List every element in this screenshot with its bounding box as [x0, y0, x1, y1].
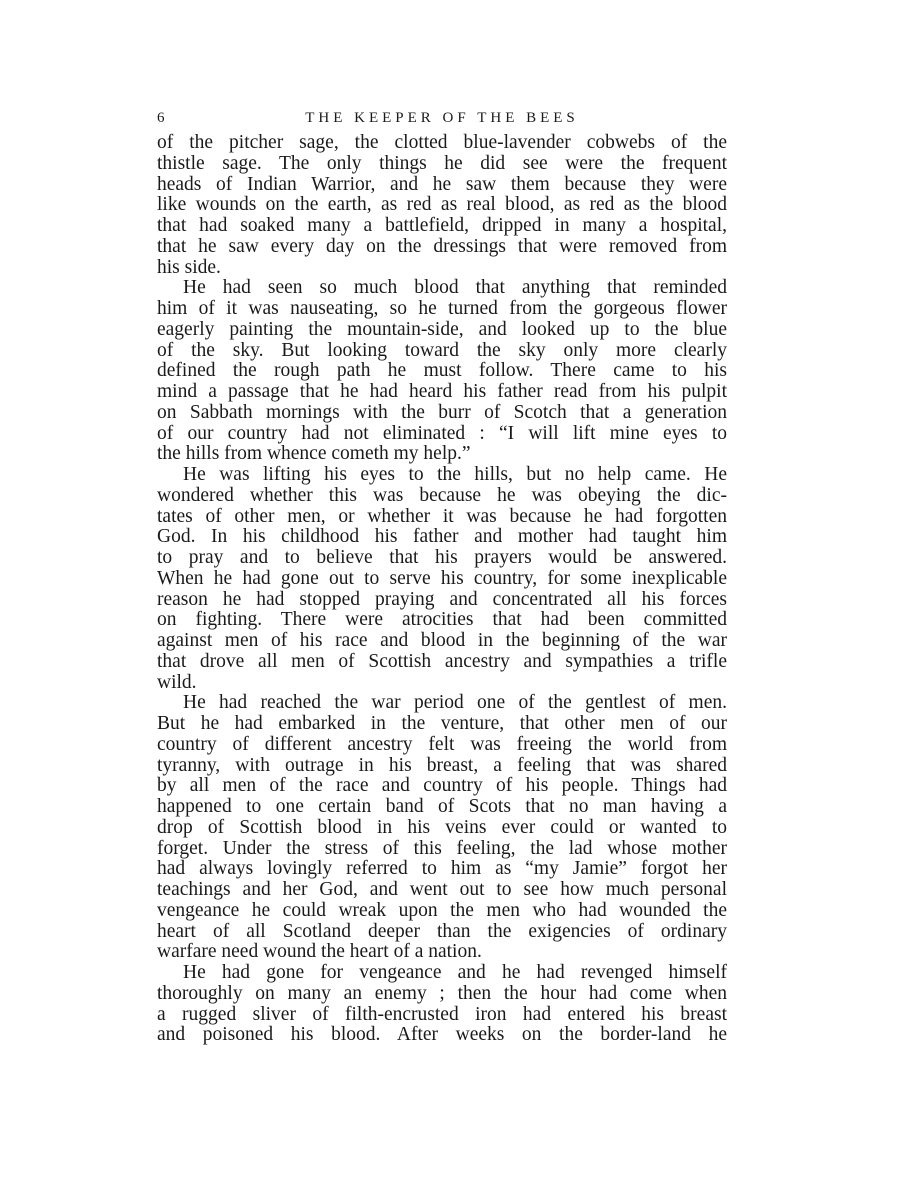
text-line: had always lovingly referred to him as “my Jamie” forgot her [157, 858, 727, 880]
text-line: heart of all Scotland deeper than the exigencies of ordinary [157, 920, 727, 942]
text-line: warfare need wound the heart of a nation. [157, 941, 482, 963]
text-line: him of it was nauseating, so he turned from the gorgeous flower [157, 298, 727, 319]
text-line: on fighting. There were atrocities that had been committed [157, 609, 727, 631]
text-line: He was lifting his eyes to the hills, but no help came. He [183, 464, 727, 485]
text-line: tyranny, with outrage in his breast, a feeling that was shared [157, 754, 727, 776]
text-line: He had seen so much blood that anything that reminded [183, 277, 727, 299]
text-line: that drove all men of Scottish ancestry and sympathies a trifle [157, 650, 727, 672]
text-line: thistle sage. The only things he did see were the frequent [157, 152, 727, 174]
text-line: He had gone for vengeance and he had revenged himself [183, 962, 727, 983]
text-line: happened to one certain band of Scots that no man having a [157, 796, 727, 817]
text-line: his side. [157, 256, 221, 278]
text-line: drop of Scottish blood in his veins ever could or wanted to [157, 816, 727, 838]
text-line: heads of Indian Warrior, and he saw them because they were [157, 173, 727, 195]
text-line: teachings and her God, and went out to see how much personal [157, 879, 727, 900]
running-title: THE KEEPER OF THE BEES [305, 110, 579, 126]
text-line: reason he had stopped praying and concentrated all his forces [157, 588, 727, 610]
body-text [157, 133, 727, 1046]
text-line: country of different ancestry felt was freeing the world from [157, 733, 727, 755]
text-line: of our country had not eliminated : “I will lift mine eyes to [157, 422, 727, 444]
text-line: But he had embarked in the venture, that other men of our [157, 713, 727, 734]
text-line: He had reached the war period one of the gentlest of men. [183, 692, 727, 714]
text-line: mind a passage that he had heard his father read from his pulpit [157, 381, 727, 402]
running-head [157, 106, 727, 130]
text-line: and poisoned his blood. After weeks on the border-land he [157, 1024, 727, 1046]
text-line: vengeance he could wreak upon the men who had wounded the [157, 899, 727, 921]
text-line: of the pitcher sage, the clotted blue-lavender cobwebs of the [157, 132, 727, 153]
text-line: against men of his race and blood in the beginning of the war [157, 630, 727, 651]
text-line: that had soaked many a battlefield, dripped in many a hospital, [157, 215, 727, 236]
text-line: the hills from whence cometh my help.” [157, 443, 471, 465]
text-line: by all men of the race and country of his people. Things had [157, 775, 727, 797]
paragraph [157, 133, 727, 278]
text-line: forget. Under the stress of this feeling, the lad whose mother [157, 837, 727, 859]
text-line: tates of other men, or whether it was because he had forgotten [157, 505, 727, 527]
text-line: of the sky. But looking toward the sky only more clearly [157, 339, 727, 361]
text-line: When he had gone out to serve his country, for some inexplicable [157, 567, 727, 589]
paragraph [157, 278, 727, 465]
text-line: thoroughly on many an enemy ; then the hour had come when [157, 982, 727, 1004]
paragraph [157, 465, 727, 693]
page-number: 6 [157, 110, 165, 126]
paragraph [157, 963, 727, 1046]
text-line: to pray and to believe that his prayers would be answered. [157, 547, 727, 568]
text-line: defined the rough path he must follow. There came to his [157, 360, 727, 382]
text-line: a rugged sliver of filth-encrusted iron had entered his breast [157, 1003, 727, 1025]
text-line: on Sabbath mornings with the burr of Scotch that a generation [157, 401, 727, 423]
paragraph [157, 693, 727, 963]
text-line: like wounds on the earth, as red as real blood, as red as the blood [157, 194, 727, 216]
text-line: eagerly painting the mountain-side, and looked up to the blue [157, 318, 727, 340]
text-line: God. In his childhood his father and mother had taught him [157, 526, 727, 548]
text-line: that he saw every day on the dressings that were removed from [157, 235, 727, 257]
text-line: wild. [157, 671, 197, 693]
text-line: wondered whether this was because he was obeying the dic- [157, 484, 727, 506]
